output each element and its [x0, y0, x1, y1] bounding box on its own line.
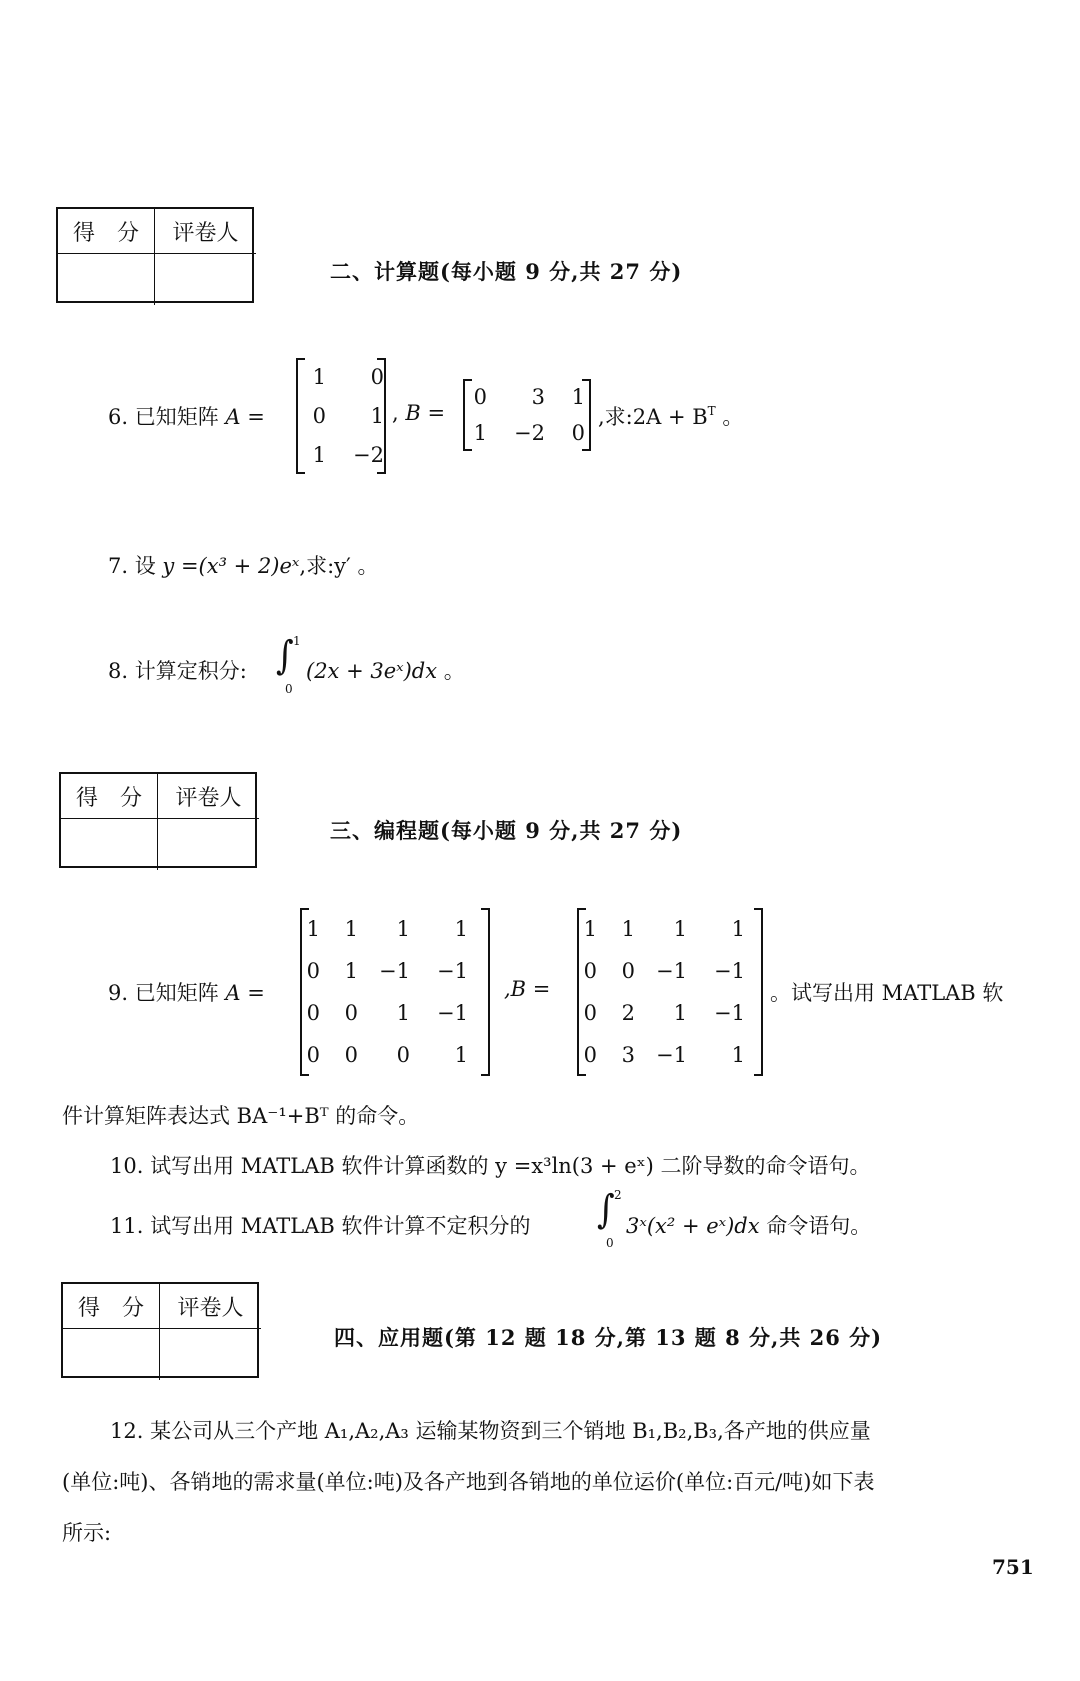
integral-sign: ∫	[276, 633, 294, 679]
q9-matrix-a-cell-0-2: 1	[396, 917, 410, 941]
q8-body	[306, 655, 465, 685]
q9-matrix-a-cell-1-1: 1	[344, 959, 358, 983]
q9-matrix-b-cell-1-1: 0	[621, 959, 635, 983]
q9-matrix-b-cell-2-0: 0	[583, 1001, 597, 1025]
q8-lower: 0	[285, 682, 293, 696]
q9-matrix-b-cell-1-0: 0	[583, 959, 597, 983]
q11-suffix: 命令语句。	[766, 1214, 872, 1238]
q9-matrix-a	[300, 908, 490, 1076]
q7-ask: ,求:y′	[299, 554, 351, 578]
q9-matrix-b-cell-0-2: 1	[673, 917, 687, 941]
q8	[108, 655, 247, 685]
q9-line2: 件计算矩阵表达式 BA⁻¹+Bᵀ 的命令。	[62, 1104, 420, 1128]
q8-integral	[275, 633, 305, 696]
score-box-1	[56, 207, 254, 303]
grader-header: 评卷人	[155, 209, 256, 254]
section4-title: 四、应用题(第 12 题 18 分,第 13 题 8 分,共 26 分)	[334, 1325, 883, 1350]
q9-matrix-b-cell-2-1: 2	[621, 1001, 635, 1025]
q6-matrix-b-cell-1-1: −2	[514, 421, 545, 445]
grader-header: 评卷人	[158, 774, 259, 819]
q9-matrix-a-cell-3-3: 1	[454, 1043, 468, 1067]
q9-matrix-a-cell-1-3: −1	[437, 959, 468, 983]
q9-matrix-b-cell-0-3: 1	[731, 917, 745, 941]
q9-matrix-b-cell-2-3: −1	[714, 1001, 745, 1025]
q9-matrix-a-cell-2-3: −1	[437, 1001, 468, 1025]
q9-tail: 。试写出用 MATLAB 软	[770, 981, 1004, 1005]
score-header: 得 分	[58, 209, 155, 254]
score-cell[interactable]	[58, 254, 155, 305]
q9-matrix-a-cell-3-2: 0	[396, 1043, 410, 1067]
q9-matrix-a-cell-0-3: 1	[454, 917, 468, 941]
q9-b-label: ,B =	[504, 977, 551, 1001]
q6-matrix-b-cell-0-0: 0	[473, 385, 487, 409]
q12-line2: (单位:吨)、各销地的需求量(单位:吨)及各产地到各销地的单位运价(单位:百元/吨)如下表	[62, 1470, 875, 1494]
q7	[108, 550, 378, 580]
score-header: 得 分	[61, 774, 158, 819]
q6-matrix-a-cell-2-1: −2	[353, 442, 384, 467]
q6-matrix-a-cell-2-0: 1	[312, 442, 326, 467]
q8-integrand: (2x + 3eˣ)dx	[306, 659, 438, 683]
q8-prefix: 8. 计算定积分:	[108, 659, 247, 683]
q6-a-label: A =	[225, 405, 265, 429]
grader-cell[interactable]	[160, 1329, 261, 1380]
grader-cell[interactable]	[155, 254, 256, 305]
q8-upper: 1	[293, 634, 301, 648]
q6-matrix-a-cell-0-1: 0	[370, 365, 384, 390]
q9-matrix-a-cell-2-2: 1	[396, 1001, 410, 1025]
q9-matrix-b-cell-1-3: −1	[714, 959, 745, 983]
score-cell[interactable]	[61, 819, 158, 870]
q11-upper: 2	[614, 1188, 622, 1202]
q9-matrix-b-cell-3-2: −1	[656, 1043, 687, 1067]
q8-end: 。	[443, 659, 465, 683]
q11-prefix: 11. 试写出用 MATLAB 软件计算不定积分的	[110, 1214, 531, 1238]
q6-matrix-a-cell-0-0: 1	[312, 365, 326, 390]
score-cell[interactable]	[63, 1329, 160, 1380]
q6-matrix-b-cell-0-2: 1	[571, 385, 585, 409]
q11-integral	[596, 1187, 626, 1250]
section2-title: 二、计算题(每小题 9 分,共 27 分)	[330, 259, 683, 284]
q12-line3: 所示:	[62, 1521, 112, 1545]
q9-matrix-b-cell-1-2: −1	[656, 959, 687, 983]
q6-matrix-b-cell-1-2: 0	[571, 421, 585, 445]
grader-cell[interactable]	[158, 819, 259, 870]
q9-matrix-b-cell-3-0: 0	[583, 1043, 597, 1067]
q11-integrand: 3ˣ(x² + eˣ)dx	[626, 1214, 760, 1238]
q9-matrix-b-cell-0-1: 1	[621, 917, 635, 941]
q9-matrix-b-cell-2-2: 1	[673, 1001, 687, 1025]
q12-line1: 12. 某公司从三个产地 A₁,A₂,A₃ 运输某物资到三个销地 B₁,B₂,B₃,各产地的供应量	[110, 1419, 871, 1443]
q9-matrix-b-cell-3-3: 1	[731, 1043, 745, 1067]
q9-matrix-b	[577, 908, 763, 1076]
q9-b-label-wrap	[504, 977, 550, 1001]
q6-matrix-a-cell-1-1: 1	[370, 403, 384, 428]
q6-matrix-a	[296, 358, 386, 474]
q11-body	[626, 1210, 871, 1240]
q6-b-label: B =	[405, 401, 446, 425]
q9-prefix	[108, 977, 265, 1007]
q6-prefix	[108, 401, 265, 431]
q10: 10. 试写出用 MATLAB 软件计算函数的 y =x³ln(3 + eˣ) 二阶导数的命令语句。	[110, 1154, 871, 1178]
q6-matrix-b	[463, 379, 591, 451]
q9-prefix-text: 9. 已知矩阵	[108, 981, 219, 1005]
q6-ask-text: ,求:2A + B	[598, 405, 708, 429]
q9-matrix-a-cell-1-2: −1	[379, 959, 410, 983]
q6-b-label-wrap	[392, 401, 445, 425]
q6-prefix-text: 6. 已知矩阵	[108, 405, 219, 429]
q6-matrix-b-cell-1-0: 1	[473, 421, 487, 445]
q6-matrix-a-cell-1-0: 0	[312, 403, 326, 428]
q7-expr: y =(x³ + 2)eˣ	[162, 554, 300, 578]
q9-matrix-a-cell-0-1: 1	[344, 917, 358, 941]
q6-sep: ,	[392, 401, 399, 425]
score-box-3	[61, 1282, 259, 1378]
q11-lower: 0	[606, 1236, 614, 1250]
grader-header: 评卷人	[160, 1284, 261, 1329]
q9-matrix-a-cell-3-1: 0	[344, 1043, 358, 1067]
q6-matrix-b-cell-0-1: 3	[531, 385, 545, 409]
q7-end: 。	[357, 554, 379, 578]
q9-matrix-a-cell-0-0: 1	[306, 917, 320, 941]
q6-ask	[598, 401, 743, 431]
score-box-2	[59, 772, 257, 868]
q9-matrix-b-cell-0-0: 1	[583, 917, 597, 941]
integral-sign: ∫	[597, 1187, 615, 1233]
q9-matrix-b-cell-3-1: 3	[621, 1043, 635, 1067]
q9-matrix-a-cell-2-1: 0	[344, 1001, 358, 1025]
q9-a-label: A =	[225, 981, 265, 1005]
score-header: 得 分	[63, 1284, 160, 1329]
q6-ask-sup: T	[707, 404, 716, 418]
q6-end: 。	[722, 405, 744, 429]
section3-title: 三、编程题(每小题 9 分,共 27 分)	[330, 818, 683, 843]
page-number: 751	[992, 1555, 1034, 1579]
q7-prefix: 7. 设	[108, 554, 156, 578]
q9-matrix-a-cell-3-0: 0	[306, 1043, 320, 1067]
q9-matrix-a-cell-1-0: 0	[306, 959, 320, 983]
q9-matrix-a-cell-2-0: 0	[306, 1001, 320, 1025]
